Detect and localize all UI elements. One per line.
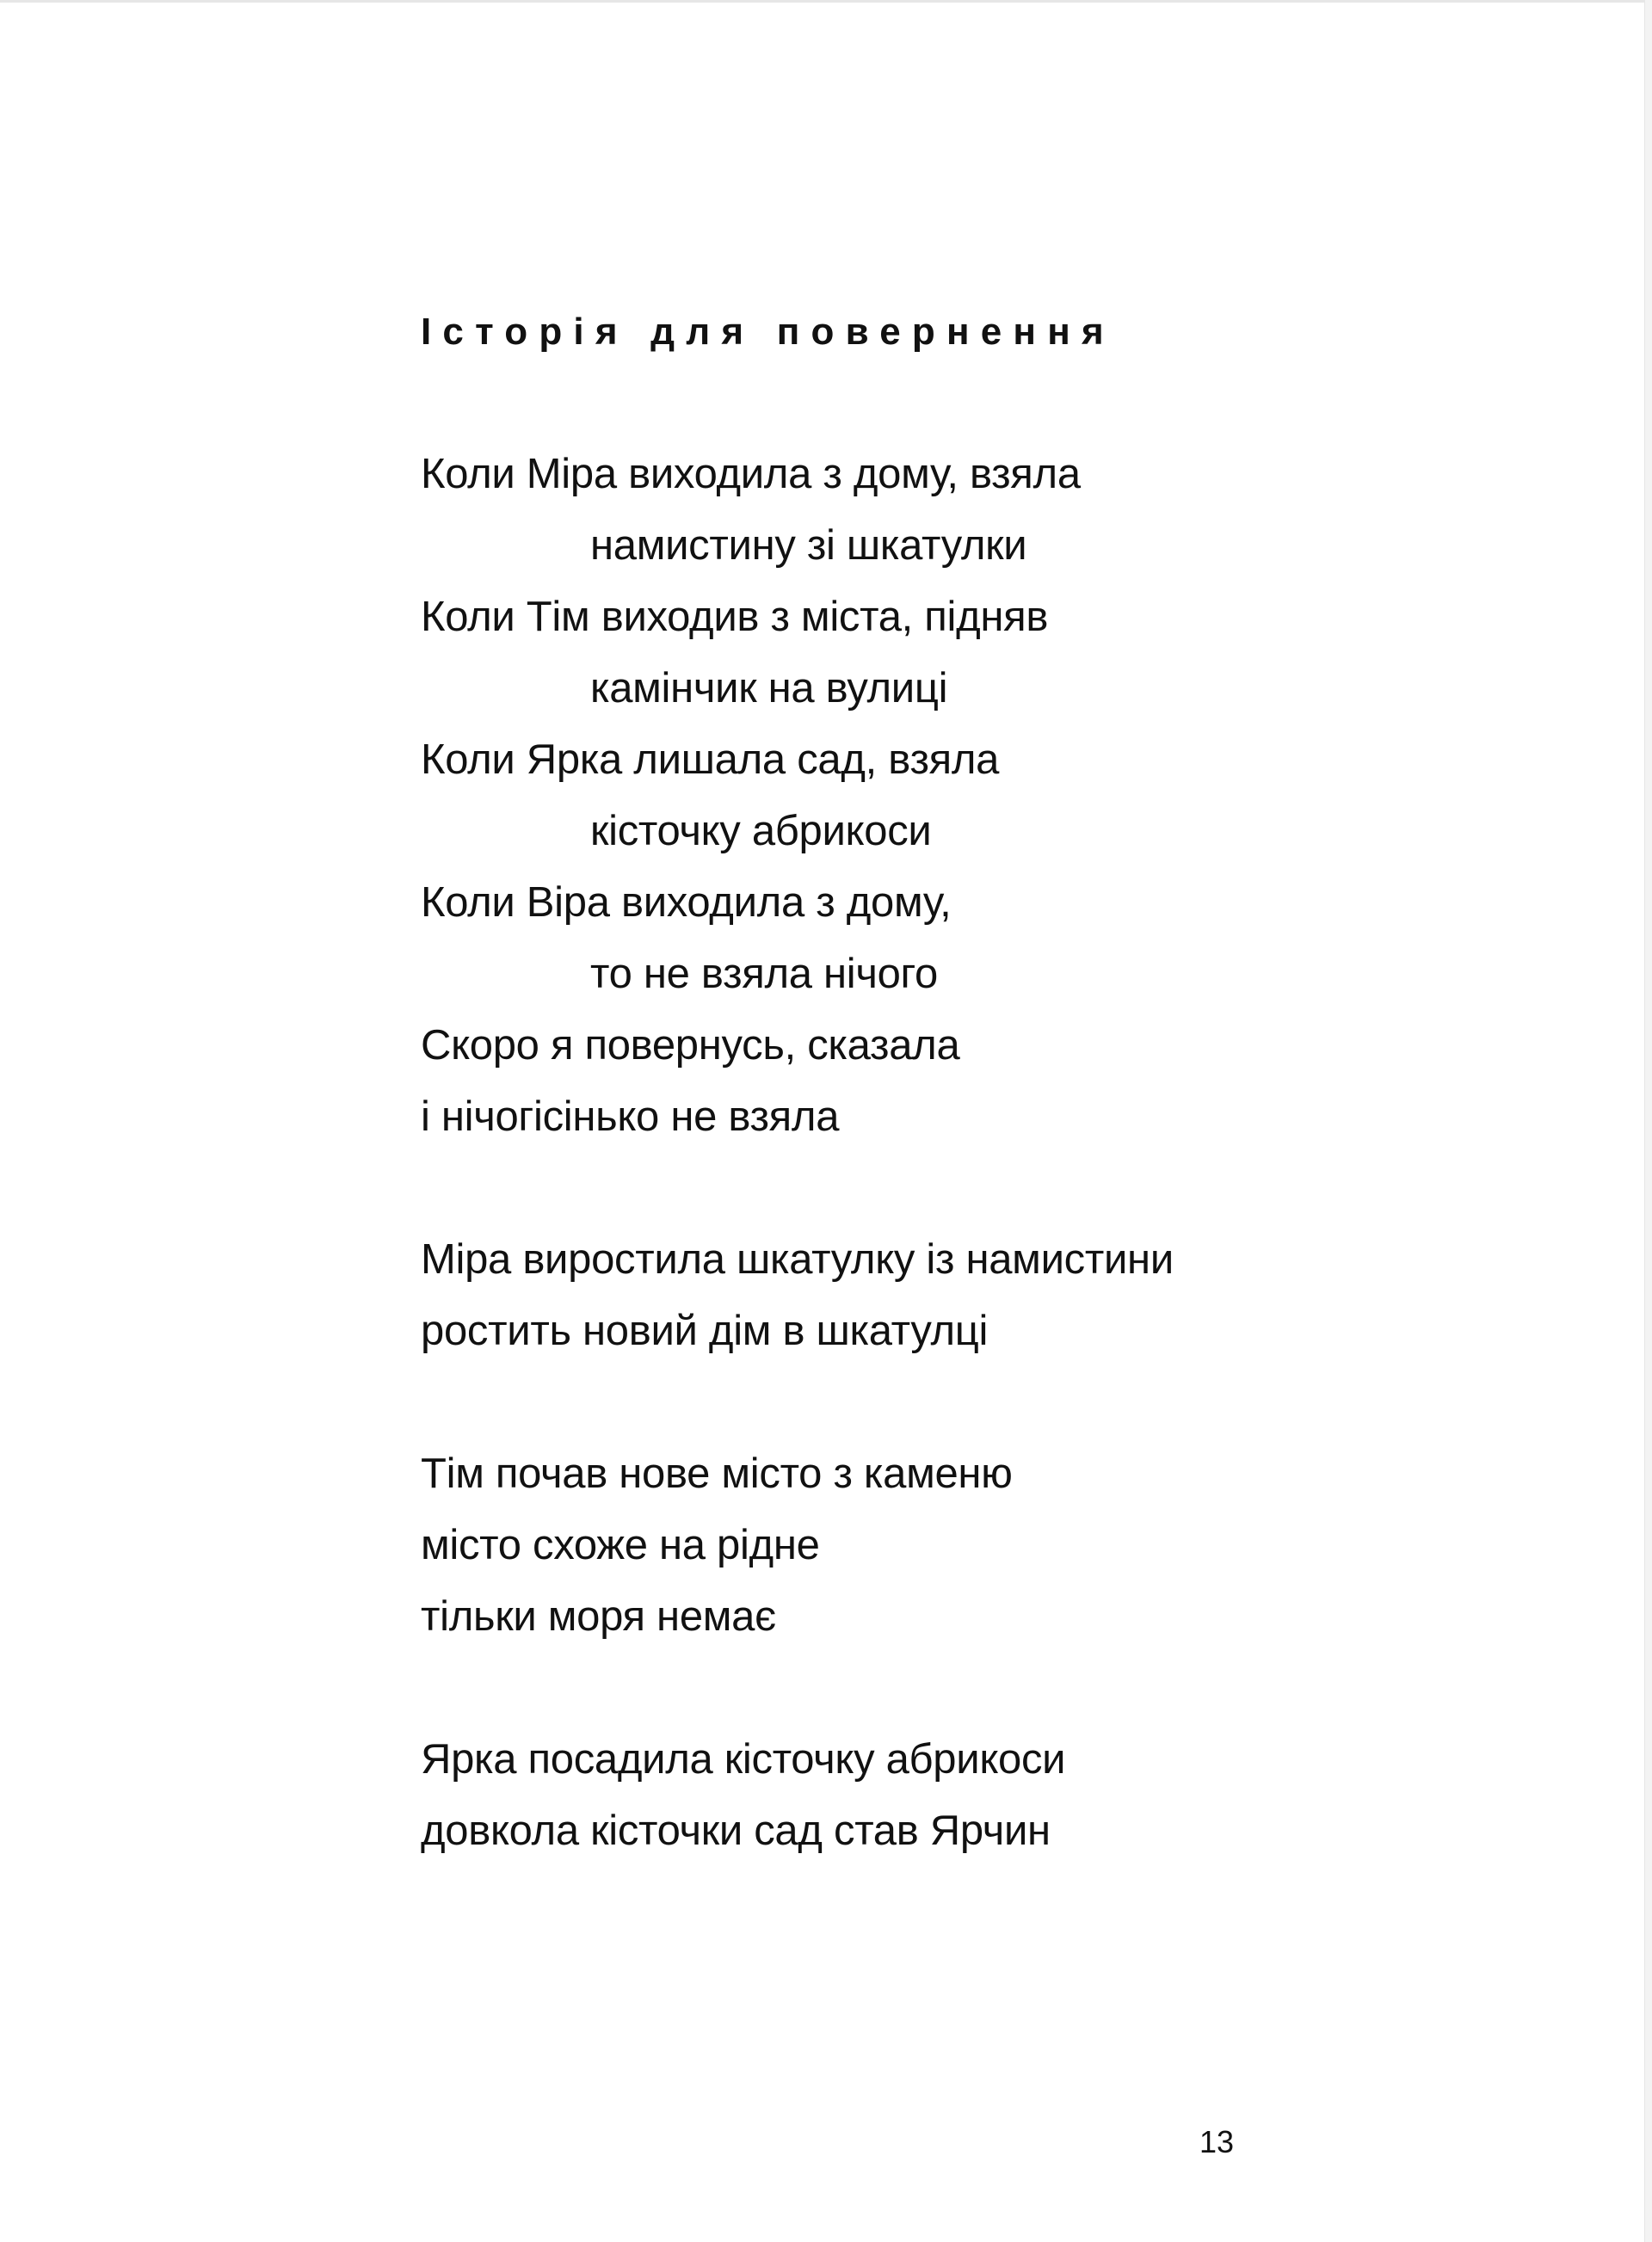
poem-line: Скоро я повернусь, сказала: [421, 1022, 960, 1069]
poem-line: Міра виростила шкатулку із намистини: [421, 1236, 1174, 1283]
stanza: [421, 1438, 1174, 1653]
stanza: [421, 1724, 1174, 1867]
poem-line: Коли Міра виходила з дому, взяла: [421, 451, 1081, 497]
stanza: [421, 439, 1174, 1153]
poem-line: довкола кісточки сад став Ярчин: [421, 1808, 1051, 1854]
poem-line: і нічогісінько не взяла: [421, 1093, 840, 1140]
page-right-border: [1644, 0, 1652, 2242]
poem-title: Історія для повернення: [421, 311, 1115, 353]
stanza: [421, 1224, 1174, 1367]
poem-line: ростить новий дім в шкатулці: [421, 1308, 989, 1354]
poem-line: Коли Тім виходив з міста, підняв: [421, 594, 1049, 640]
page-top-border: [0, 0, 1652, 3]
poem-line: намистину зі шкатулки: [590, 522, 1027, 569]
poem-line: Коли Ярка лишала сад, взяла: [421, 736, 1000, 783]
poem-line: Коли Віра виходила з дому,: [421, 879, 952, 926]
poem-line: то не взяла нічого: [590, 951, 938, 997]
poem-line: камінчик на вулиці: [590, 665, 948, 711]
poem-line: тільки моря немає: [421, 1593, 776, 1640]
page-number: 13: [1199, 2124, 1235, 2159]
poem-line: Тім почав нове місто з каменю: [421, 1451, 1013, 1497]
poem-line: кісточку абрикоси: [590, 808, 932, 854]
poem-body: [421, 439, 1174, 1867]
poem-line: Ярка посадила кісточку абрикоси: [421, 1736, 1066, 1783]
poem-line: місто схоже на рідне: [421, 1522, 820, 1568]
